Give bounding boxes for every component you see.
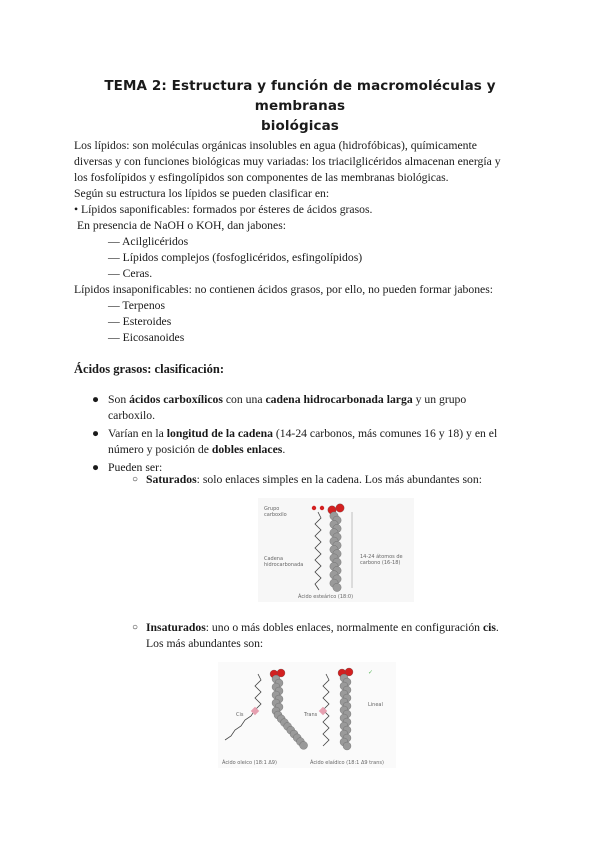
intro-line: los fosfolípidos y esfingolípidos son componentes de las membranas biológicas. [74,171,449,184]
text: Pueden ser: [108,461,163,474]
fig1-label: carboxilo [264,512,287,518]
bold-text: Insaturados [146,621,206,634]
title-line-1: TEMA 2: Estructura y función de macromoléculas y membranas [104,78,496,114]
fig1-label: Cadena [264,556,284,562]
text: . [495,621,499,634]
page-title [60,76,540,136]
intro-text [74,138,544,346]
text: Los más abundantes son: [146,637,264,650]
insaturados-item [132,620,546,652]
circle-bullet-icon: ○ [132,622,139,633]
circle-bullet-icon: ○ [132,474,139,485]
oxygen-atom [320,506,324,510]
bullet-icon: ● [92,393,100,406]
bullet-item [92,426,532,458]
bullet-icon: ● [92,427,100,440]
text: : solo enlaces simples en la cadena. Los más abundantes son: [196,473,482,486]
bullet-icon: ● [92,461,100,474]
bold-text: ácidos carboxílicos [129,393,223,406]
text: . [282,443,286,456]
title-line-2: biológicas [261,118,339,134]
list-item: — Terpenos [108,299,166,312]
carbon-sphere [333,583,341,591]
list-item: — Eicosanoides [108,331,185,344]
bold-text: dobles enlaces [211,443,283,456]
list-item: — Ceras. [108,267,153,280]
bold-text: cis [482,621,496,634]
stearic-acid-figure [258,498,414,602]
intro-line: Lípidos insaponificables: no contienen ácidos grasos, por ello, no pueden formar jabones: [74,283,494,296]
text: carboxilo. [108,409,156,422]
fig2-caption: Ácido oleico (18:1 Δ9) [222,760,277,766]
saturados-item [132,472,546,488]
oxygen-sphere [336,504,344,512]
text: con una [222,393,266,406]
list-item: — Lípidos complejos (fosfoglicéridos, esfingolípidos) [108,251,363,264]
fig1-label: Grupo [264,506,280,512]
fig1-label: 14-24 átomos de [360,554,403,560]
fig2-label: Lineal [368,702,383,708]
text: Son [108,393,130,406]
fig1-caption: Ácido esteárico (18:0) [298,594,354,600]
bold-text: longitud de la cadena [166,427,273,440]
intro-line: Según su estructura los lípidos se pueden clasificar en: [74,187,330,200]
list-item: — Esteroides [108,315,172,328]
fig2-caption: Ácido elaídico (18:1 Δ9 trans) [310,760,384,766]
unsaturated-acids-figure [218,662,396,768]
carbon-sphere [300,741,308,749]
text: (14-24 carbonos, más comunes 16 y 18) y en el [272,427,498,440]
bullet-item [92,392,532,424]
intro-line: • Lípidos saponificables: formados por ésteres de ácidos grasos. [74,203,373,216]
fig1-label: carbono (16-18) [360,560,401,566]
oxygen-atom [312,506,316,510]
text: y un grupo [412,393,467,406]
decor-icon: ✓ [368,669,374,676]
bold-text: Saturados [146,473,197,486]
carbon-sphere [343,742,351,750]
intro-line: Los lípidos: son moléculas orgánicas insolubles en agua (hidrofóbicas), químicamente [74,139,477,152]
section-heading: Ácidos grasos: clasificación: [74,362,224,376]
bold-text: cadena hidrocarbonada larga [265,393,413,406]
text: número y posición de [108,443,212,456]
fig2-label: Trans [304,712,318,718]
text: Varían en la [108,427,167,440]
intro-line: diversas y con funciones biológicas muy variadas: los triacilglicéridos almacenan energía y [74,155,501,168]
fig1-label: hidrocarbonada [264,562,304,568]
fig2-label: Cis [236,712,244,718]
text: : uno o más dobles enlaces, normalmente en configuración [205,621,483,634]
bullet-list [92,392,532,478]
intro-line: En presencia de NaOH o KOH, dan jabones: [77,219,287,232]
list-item: — Acilglicéridos [108,235,189,248]
